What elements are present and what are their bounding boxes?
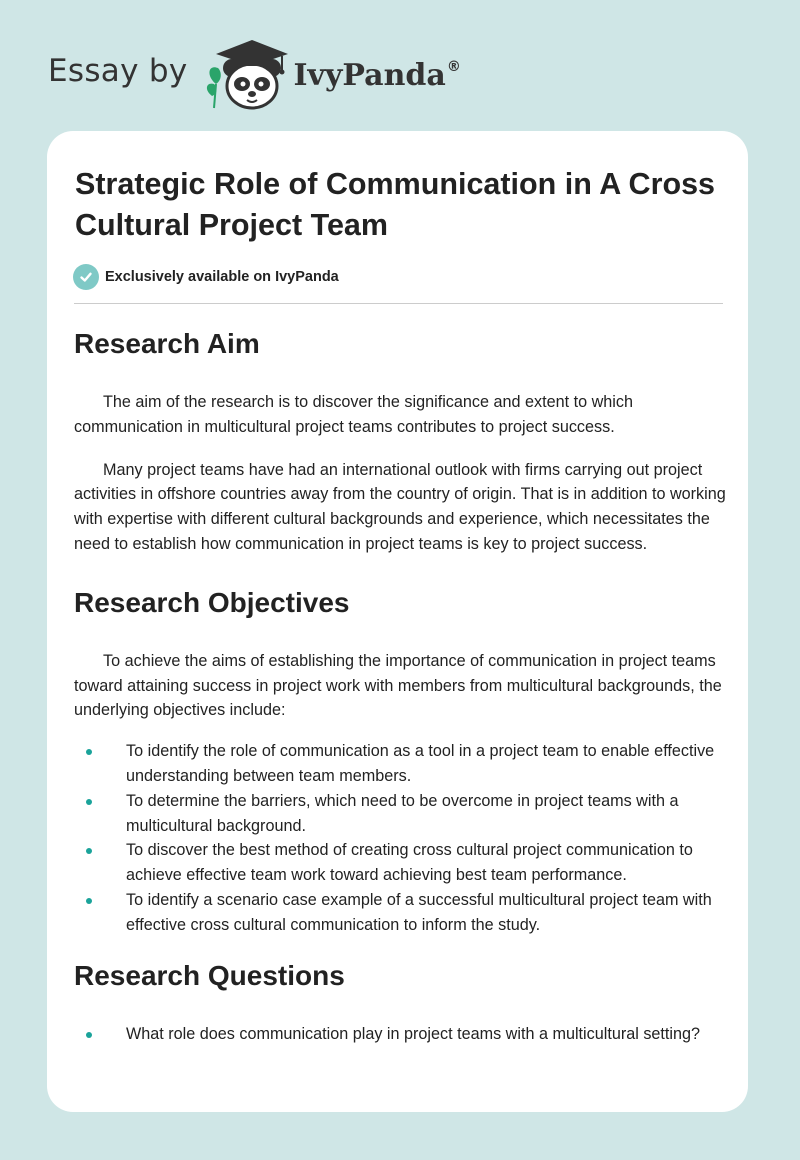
article-card	[47, 131, 748, 1112]
list-item: To identify a scenario case example of a successful multicultural project team with effective cross cultural communication to inform the study.	[74, 888, 726, 938]
questions-list	[74, 1022, 726, 1047]
paragraph: The aim of the research is to discover the significance and extent to which communication in multicultural project teams contributes to project success.	[74, 393, 633, 436]
paragraph: To achieve the aims of establishing the importance of communication in project teams toward attaining success in project work with members from multicultural backgrounds, the underlying objectives include:	[74, 651, 722, 720]
list-item: To identify the role of communication as a tool in a project team to enable effective understanding between team members.	[74, 739, 726, 789]
list-item: To discover the best method of creating cross cultural project communication to achieve effective team work toward achieving best team performance.	[74, 838, 726, 888]
exclusive-badge	[73, 264, 339, 290]
bullet-icon	[86, 1032, 92, 1038]
page-title: Strategic Role of Communication in A Cross Cultural Project Team	[75, 167, 716, 242]
list-item: To determine the barriers, which need to be overcome in project teams with a multicultural background.	[74, 789, 726, 839]
bullet-icon	[86, 848, 92, 854]
check-icon	[73, 264, 99, 290]
bullet-icon	[86, 898, 92, 904]
paragraph: Many project teams have had an international outlook with firms carrying out project activities in offshore countries away from the country of origin. That is in addition to working with expertise with different cultural backgrounds and experience, which necessitates the need to establish how communication in project teams is key to project success.	[74, 460, 726, 553]
panda-mascot-icon	[202, 34, 298, 114]
bullet-icon	[86, 749, 92, 755]
article-body	[74, 322, 726, 1046]
objectives-list	[74, 739, 726, 937]
badge-text: Exclusively available on IvyPanda	[105, 269, 339, 285]
section-heading-questions: Research Questions	[74, 959, 345, 991]
bullet-icon	[86, 799, 92, 805]
section-heading-aim: Research Aim	[74, 328, 260, 359]
brand-logo[interactable]	[48, 34, 461, 114]
brand-prefix: Essay by	[48, 53, 188, 89]
list-item: What role does communication play in project teams with a multicultural setting?	[74, 1022, 726, 1047]
brand-name: IvyPanda®	[293, 57, 461, 93]
divider	[74, 303, 723, 304]
section-heading-objectives: Research Objectives	[74, 586, 350, 618]
